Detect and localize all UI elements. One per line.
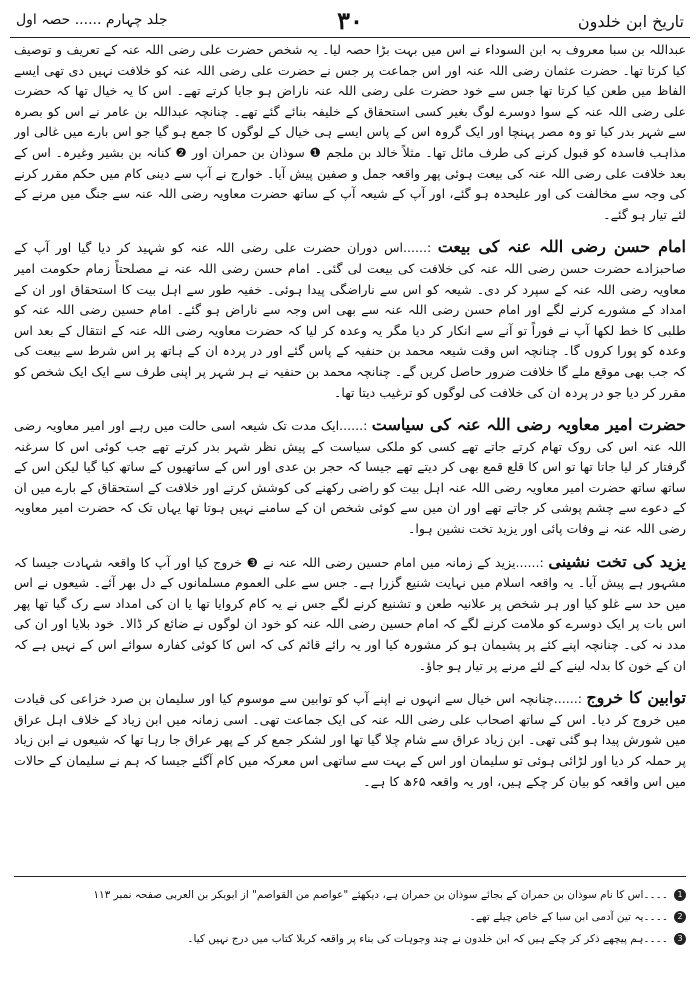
footnote-text: ۔۔۔۔یہ تین آدمی ابن سبا کے خاص چیلے تھے۔ — [469, 911, 668, 923]
paragraph-hasan — [14, 237, 686, 403]
paragraph-text: عبداللہ بن سبا معروف بہ ابن السوداء نے اس میں بہت بڑا حصہ لیا۔ یہ شخص حضرت علی رضی اللہ عنہ کے تعریف و توصیف کیا کرتا تھا۔ حضرت عثمان رضی اللہ عنہ اور اس جماعت پر جس نے حضرت علی رضی اللہ عنہ کو خلافت نہیں دی تھی ایسے الفاظ میں طعن کیا کرتا تھا جس سے خود حضرت علی رضی اللہ عنہ ناراض ہو جایا کرتے تھے۔ اس کا یہ خیال تھا کہ حضرت علی رضی اللہ عنہ کے سوا دوسرے لوگ بغیر کسی استحقاق کے خلیفہ بنائے گئے تھے۔ چنانچہ عبداللہ بن عامر نے اس کو بصرہ سے شہر بدر کیا تو وہ مصر پہنچا اور ایک گروہ اس کے پاس ایسے ہی خیال کے لوگوں کا جمع ہو گیا جو اس بارے میں غالی اور مذاہب فاسدہ کو قبول کرنے کی طرف مائل تھا۔ مثلاً خالد بن ملجم ❶ سوذان بن حمران اور ❷ کنانہ بن بشیر وغیرہ۔ اس کے بعد خلافت علی رضی اللہ عنہ کی بیعت ہوئی پھر واقعہ جمل و صفین پیش آیا۔ خوارج نے آپ سے دینی کام میں حکم مقرر کرنے کی وجہ سے مخالفت کی اور علیحدہ ہو گئے، اور آپ کے شیعہ آپ کے ساتھ حضرت معاویہ رضی اللہ عنہ سے جنگ میں مرنے کے لئے تیار ہو گئے۔ — [14, 42, 686, 222]
volume-label: جلد چہارم ...... حصہ اول — [16, 12, 168, 28]
paragraph-text: :......ایک مدت تک شیعہ اسی حالت میں رہے اور امیر معاویہ رضی اللہ عنہ اس کی روک تھام کرتے جاتے تھے کسی کو ملکی سیاست کے پیش نظر شہر بدر کرتے تھے جب کوئی اس کا سرغنہ گرفتار کر لیا جاتا تھا تو اس کا قلع قمع بھی کر دیتے تھے جیسا کہ حجر بن عدی اور اس کے ساتھیوں کے ساتھ کیا گیا لیکن اس کے ساتھ ساتھ حضرت امیر معاویہ رضی اللہ عنہ اہل بیت کو راضی رکھنے کی کوشش کرتے اور خلافت کے استحقاق کے بارے میں ان کے دعوے سے چشم پوشی کر جاتے تھے اور ان میں سے کوئی شخص ان کے سامنے نہیں ہوتا تھا یہاں تک کہ حضرت امیر معاویہ رضی اللہ عنہ نے وفات پائی اور یزید تخت نشین ہوا۔ — [14, 418, 686, 537]
body-text — [14, 40, 686, 872]
footnote-text: ۔۔۔۔اس کا نام سوذان بن حمران کے بجائے سوذان بن حمران ہے، دیکھئے "عواصم من القواصم" از ابوبکر بن العربی صفحہ نمبر ۱۱۳ — [93, 889, 668, 901]
page-header — [12, 6, 688, 34]
footnote-text: ۔۔۔۔ہم پیچھے ذکر کر چکے ہیں کہ ابن خلدون نے چند وجوہات کی بناء پر واقعہ کربلا کتاب میں درج نہیں کیا۔ — [187, 933, 668, 945]
section-heading: توابین کا خروج — [586, 688, 686, 708]
footnote-number: 1 — [674, 889, 686, 901]
footnote-item — [14, 928, 686, 950]
footnote-item — [14, 906, 686, 928]
section-heading: یزید کی تخت نشینی — [548, 551, 686, 571]
footnote-divider — [14, 876, 686, 877]
footnote-number: 2 — [674, 911, 686, 923]
section-heading: حضرت امیر معاویہ رضی اللہ عنہ کی سیاست — [371, 415, 686, 435]
paragraph-intro — [14, 40, 686, 225]
paragraph-tawwabin — [14, 688, 686, 792]
footnotes — [14, 884, 686, 950]
footnote-item — [14, 884, 686, 906]
paragraph-text: :......یزید کے زمانہ میں امام حسین رضی اللہ عنہ نے ❸ خروج کیا اور آپ کا واقعہ شہادت جیسا کہ مشہور ہے پیش آیا۔ یہ واقعہ اسلام میں نہایت شنیع گزرا ہے۔ جس سے علی العموم مسلمانوں کے دل بھر آئے۔ شیعوں نے اس میں حد سے غلو کیا اور ہر شخص پر علانیہ طعن و تشنیع کرنے لگے جس نے یہ کام کروایا تھا یا ان کی امداد سے رک گیا تھا پھر اس بات پر ایک دوسرے کو ملامت کرنے لگے کہ امام حسین رضی اللہ عنہ کو خود ان لوگوں نے ضائع کر ڈالا۔ خود بلایا اور ان کی مدد نہ کی۔ چنانچہ اپنے کئے پر پشیمان ہو کر مشورہ کیا اور یہ رائے قائم کی کہ اس کا کوئی کفارہ سوائے اس کے نہیں ہے کہ ان کے خون کا بدلہ لینے کے لئے مرنے پر تیار ہو جاؤ۔ — [14, 554, 686, 673]
paragraph-yazid — [14, 552, 686, 677]
footnote-number: 3 — [674, 933, 686, 945]
section-heading: امام حسن رضی اللہ عنہ کی بیعت — [437, 237, 686, 257]
header-divider — [10, 37, 690, 38]
paragraph-muawiya — [14, 415, 686, 540]
paragraph-text: :......اس دوران حضرت علی رضی اللہ عنہ کو شہید کر دیا گیا اور آپ کے صاحبزادے حضرت حسن رضی اللہ عنہ کی خلافت کی بیعت لی گئی۔ امام حسن رضی اللہ عنہ نے مصلحتاً زمام حکومت امیر معاویہ رضی اللہ عنہ کے سپرد کر دی۔ شیعہ کو اس سے ناراضگی پیدا ہوئی۔ خفیہ طور سے اہل بیت کا استحقاق اور ان کے امداد کے مشورے کرنے لگے اور امام حسن رضی اللہ عنہ سے بھی اس وجہ سے ناراض ہو گئے۔ امام حسین رضی اللہ عنہ کو طلبی کا خط لکھا آپ نے فوراً تو آنے سے انکار کر دیا مگر یہ وعدہ کر لیا کہ حضرت معاویہ رضی اللہ عنہ کے انتقال کے بعد اس وعدہ کو پورا کروں گا۔ چنانچہ اس وقت شیعہ محمد بن حنفیہ کے پاس گئے اور در پردہ ان کے ہاتھ پر اس شرط سے بیعت کی کہ جب بھی موقع ملے گا خلافت ضرور حاصل کریں گے۔ چنانچہ محمد بن حنفیہ نے ہر شہر پر اپنی طرف سے ایک ایک شخص کو مقرر کر دیا جو در پردہ ان کی خلافت کی لوگوں کو ترغیب دیتا تھا۔ — [14, 240, 686, 400]
page-number: ۳۰ — [337, 6, 363, 35]
book-title: تاریخ ابن خلدون — [577, 12, 684, 31]
paragraph-text: :......چنانچہ اس خیال سے انہوں نے اپنے آپ کو توابین سے موسوم کیا اور سلیمان بن صرد خزاعی کی قیادت میں خروج کر دیا۔ اس کے ساتھ اصحاب علی رضی اللہ عنہ کی ایک جماعت تھی۔ اسی زمانہ میں ابن زیاد کے خلاف اہل عراق میں شورش پیدا ہو گئی تھی۔ ابن زیاد عراق سے شام چلا گیا تھا اور لشکر جمع کر کے پھر عراق جا رہا تھا کہ شیعوں نے ابن زیاد پر حملہ کر دیا اور لڑائی ہوئی تو سلیمان اور اس کے بہت سے ساتھی اس معرکہ میں کام آگئے جیسا کہ ہم نے سلیمان کے حالات میں اس واقعہ کو بیان کر چکے ہیں، اور یہ واقعہ ۶۵ھ کا ہے۔ — [14, 691, 686, 789]
